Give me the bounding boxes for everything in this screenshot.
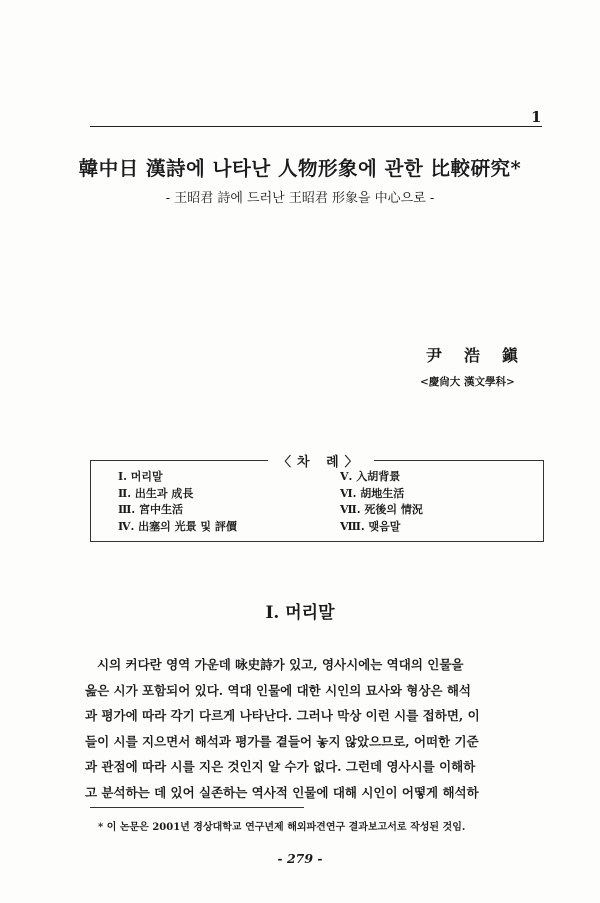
paper-subtitle: - 王昭君 詩에 드러난 王昭君 形象을 中心으로 - <box>165 191 435 206</box>
toc-item: Ⅷ. 맺음말 <box>340 519 401 533</box>
toc-left-column <box>118 469 237 535</box>
footnote: * 이 논문은 2001년 경상대학교 연구년제 해외파견연구 결과보고서로 작성된 것임. <box>98 822 466 833</box>
body-line: 들이 시를 지으면서 해석과 평가를 곁들어 놓지 않았으므로, 어떠한 기준 <box>85 733 479 749</box>
toc-item: Ⅳ. 出塞의 光景 및 評價 <box>118 519 237 533</box>
toc-label: 〈차 례〉 <box>268 451 374 470</box>
toc-right-column <box>340 469 423 535</box>
body-paragraph <box>85 652 555 805</box>
author-name: 尹浩鎭 <box>426 346 541 365</box>
header-rule <box>90 126 542 127</box>
toc-item: Ⅴ. 入胡背景 <box>340 470 401 483</box>
author-affiliation: <慶尙大 漢文學科> <box>420 376 515 388</box>
toc-item: Ⅲ. 宮中生活 <box>118 503 184 516</box>
toc-item: Ⅶ. 死後의 情況 <box>340 503 423 516</box>
section-heading: Ⅰ. 머리말 <box>265 603 335 623</box>
toc-item: Ⅵ. 胡地生活 <box>340 486 405 500</box>
toc-item: Ⅰ. 머리말 <box>118 470 163 483</box>
page-number: - 279 - <box>277 851 323 866</box>
body-line: 과 관점에 따라 시를 지은 것인지 알 수가 없다. 그런데 영사시를 이해하 <box>85 759 476 774</box>
paper-title: 韓中日 漢詩에 나타난 人物形象에 관한 比較硏究* <box>78 157 522 180</box>
body-line: 읊은 시가 포함되어 있다. 역대 인물에 대한 시인의 묘사와 형상은 해석 <box>85 682 471 698</box>
footnote-rule <box>90 807 304 808</box>
body-line: 과 평가에 따라 각기 다르게 나타난다. 그러나 막상 이런 시를 접하면, 이 <box>85 708 480 723</box>
chapter-number: 1 <box>531 108 542 126</box>
body-line: 시의 커다란 영역 가운데 咏史詩가 있고, 영사시에는 역대의 인물을 <box>97 657 464 672</box>
toc-item: Ⅱ. 出生과 成長 <box>118 486 194 500</box>
body-line: 고 분석하는 데 있어 실존하는 역사적 인물에 대해 시인이 어떻게 해석하 <box>85 784 479 800</box>
